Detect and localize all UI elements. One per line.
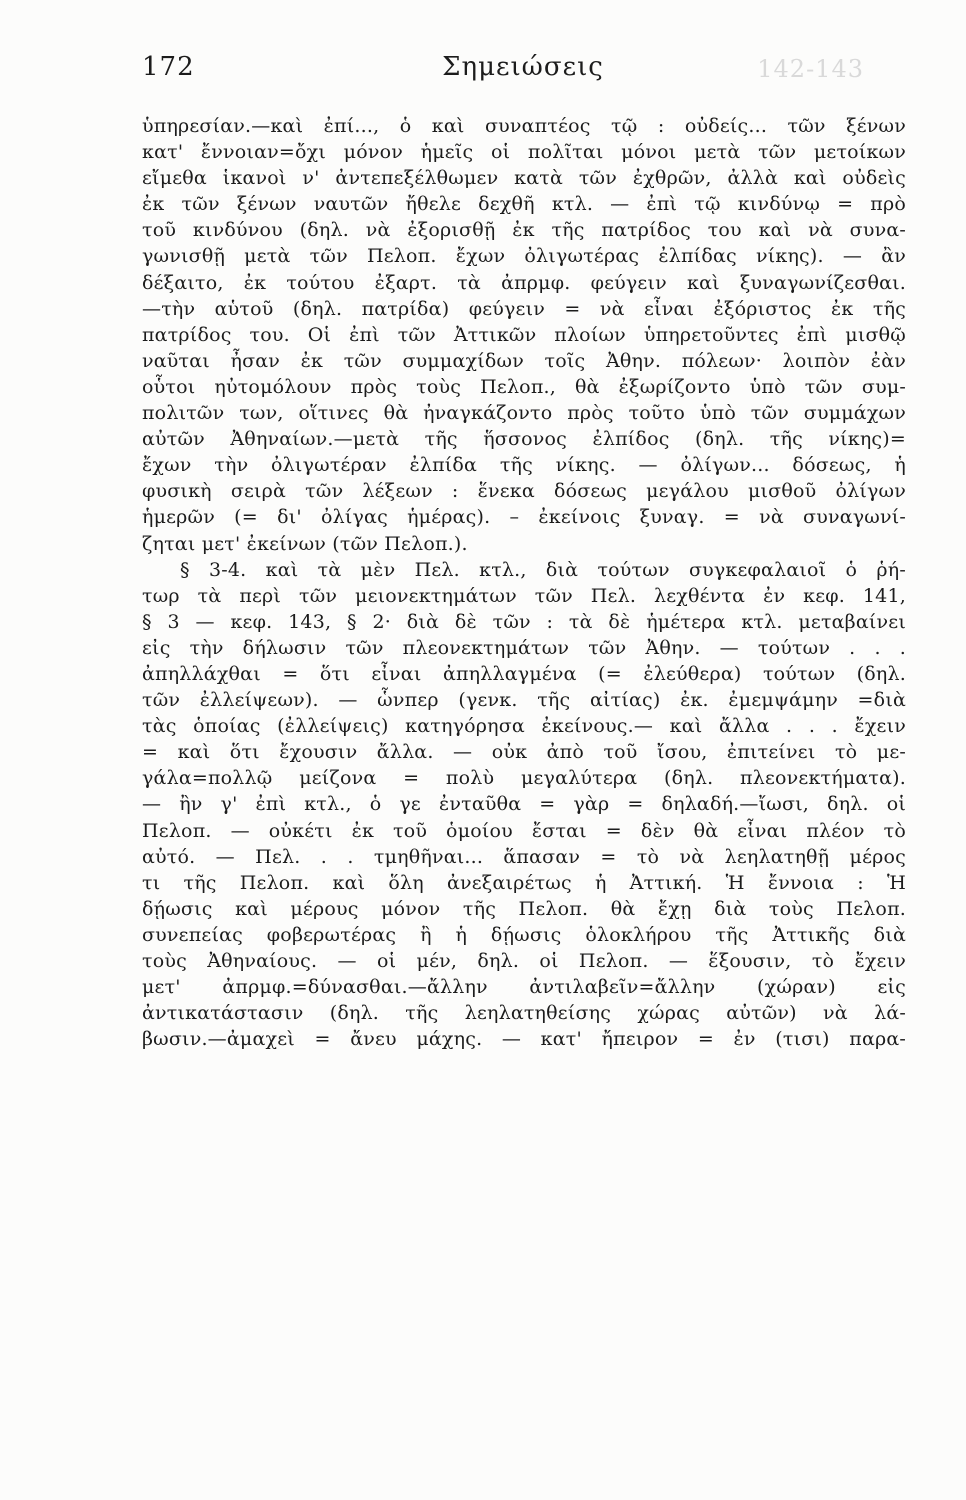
text-line: εἴμεθα ἱκανοὶ ν' ἀντεπεξέλθωμεν κατὰ τῶν ἐχθρῶν, ἀλλὰ καὶ οὐδεὶς — [142, 167, 906, 190]
text-line: —τὴν αὑτοῦ (δηλ. πατρίδα) φεύγειν = νὰ εἶναι ἐξόριστος ἐκ τῆς — [142, 297, 906, 320]
page-header-title: Σημειώσεις — [442, 52, 604, 82]
text-line: οὗτοι ηὐτομόλουν πρὸς τοὺς Πελοπ., θὰ ἐξωρίζοντο ὑπὸ τῶν συμ- — [142, 375, 906, 398]
text-line: μετ' ἀπρμφ.=δύνασθαι.—ἄλλην ἀντιλαβεῖν=ἄλλην (χώραν) εἰς — [142, 976, 906, 999]
text-line: ἀπηλλάχθαι = ὅτι εἶναι ἀπηλλαγμένα (= ἐλεύθερα) τούτων (δηλ. — [142, 662, 906, 685]
text-line: § 3 — κεφ. 143, § 2· διὰ δὲ τῶν : τὰ δὲ ἡμέτερα κτλ. μεταβαίνει — [142, 610, 906, 633]
running-head — [142, 52, 904, 92]
text-line: — ἢν γ' ἐπὶ κτλ., ὁ γε ἐνταῦθα = γὰρ = δηλαδή.—ἴωσι, δηλ. οἱ — [142, 793, 906, 816]
text-line: ζηται μετ' ἐκείνων (τῶν Πελοπ.). — [142, 532, 468, 555]
text-line: ναῦται ἦσαν ἐκ τῶν συμμαχίδων τοῖς Ἀθην. πόλεων· λοιπὸν ἐὰν — [142, 349, 906, 372]
text-line: πατρίδος του. Οἱ ἐπὶ τῶν Ἀττικῶν πλοίων ὑπηρετοῦντες ἐπὶ μισθῷ — [142, 323, 906, 346]
text-line: γάλα=πολλῷ μείζονα = πολὺ μεγαλύτερα (δηλ. πλεονεκτήματα). — [142, 767, 906, 790]
text-line: ὑπηρεσίαν.—καὶ ἐπί..., ὁ καὶ συναπτέος τῷ : οὐδείς... τῶν ξένων — [142, 115, 906, 137]
text-line: συνεπείας φοβερωτέρας ἢ ἡ δῄωσις ὁλοκλήρου τῆς Ἀττικῆς διὰ — [142, 923, 906, 946]
text-line: τοὺς Ἀθηναίους. — οἱ μέν, δηλ. οἱ Πελοπ. — ἕξουσιν, τὸ ἔχειν — [142, 950, 906, 972]
text-line: δῄωσις καὶ μέρους μόνον τῆς Πελοπ. θὰ ἔχῃ διὰ τοὺς Πελοπ. — [142, 897, 906, 920]
text-line: βωσιν.—ἀμαχεὶ = ἄνευ μάχης. — κατ' ἤπειρον = ἐν (τισι) παρα- — [142, 1028, 906, 1051]
text-line: κατ' ἔννοιαν=ὄχι μόνον ἡμεῖς οἱ πολῖται μόνοι μετὰ τῶν μετοίκων — [142, 141, 906, 164]
text-line: τῶν ἐλλείψεων). — ὧνπερ (γενκ. τῆς αἰτίας) ἐκ. ἐμεμψάμην =διὰ — [142, 689, 906, 712]
text-line: δέξαιτο, ἐκ τούτου ἐξαρτ. τὰ ἀπρμφ. φεύγειν καὶ ξυναγωνίζεσθαι. — [142, 271, 906, 294]
text-line: γωνισθῇ μετὰ τῶν Πελοπ. ἔχων ὀλιγωτέρας ἐλπίδας νίκης). — ἂν — [142, 245, 906, 268]
text-line: αὐτό. — Πελ. . . τμηθῆναι... ἅπασαν = τὸ νὰ λεηλατηθῇ μέρος — [142, 845, 906, 868]
text-line: τι τῆς Πελοπ. καὶ ὅλη ἀνεξαιρέτως ἡ Ἀττική. Ἡ ἔννοια : Ἡ — [142, 871, 906, 894]
text-line: ἐκ τῶν ξένων ναυτῶν ἤθελε δεχθῆ κτλ. — ἐπὶ τῷ κινδύνῳ = πρὸ — [142, 193, 906, 216]
text-line: τωρ τὰ περὶ τῶν μειονεκτημάτων τῶν Πελ. λεχθέντα ἐν κεφ. 141, — [142, 584, 906, 607]
commentary-text — [142, 113, 906, 1052]
text-line: ἡμερῶν (= δι' ὀλίγας ἡμέρας). – ἐκείνοις ξυναγ. = νὰ συναγωνί- — [142, 506, 906, 529]
text-line: ἔχων τὴν ὀλιγωτέραν ἐλπίδα τῆς νίκης. — ὀλίγων... δόσεως, ἡ — [142, 454, 906, 477]
text-line: αὐτῶν Ἀθηναίων.—μετὰ τῆς ἥσσονος ἐλπίδος (δηλ. τῆς νίκης)= — [142, 428, 906, 451]
text-line: τὰς ὁποίας (ἐλλείψεις) κατηγόρησα ἐκείνους.— καὶ ἄλλα . . . ἔχειν — [142, 715, 906, 738]
text-line: = καὶ ὅτι ἔχουσιν ἄλλα. — οὐκ ἀπὸ τοῦ ἴσου, ἐπιτείνει τὸ με- — [142, 741, 906, 764]
text-line: ἀντικατάστασιν (δηλ. τῆς λεηλατηθείσης χώρας αὐτῶν) νὰ λά- — [142, 1002, 906, 1025]
text-line: εἰς τὴν δήλωσιν τῶν πλεονεκτημάτων τῶν Ἀθην. — τούτων . . . — [142, 636, 906, 659]
section-start-line: § 3-4. καὶ τὰ μὲν Πελ. κτλ., διὰ τούτων συγκεφαλαιοῖ ὁ ῥή- — [180, 558, 906, 581]
text-line: τοῦ κινδύνου (δηλ. νὰ ἐξορισθῇ ἐκ τῆς πατρίδος του καὶ νὰ συνα- — [142, 219, 906, 242]
text-line: πολιτῶν των, οἵτινες θὰ ἠναγκάζοντο πρὸς τοῦτο ὑπὸ τῶν συμμάχων — [142, 402, 906, 425]
text-line: Πελοπ. — οὐκέτι ἐκ τοῦ ὁμοίου ἔσται = δὲν θὰ εἶναι πλέον τὸ — [142, 819, 906, 842]
text-line: φυσικὴ σειρὰ τῶν λέξεων : ἕνεκα δόσεως μεγάλου μισθοῦ ὀλίγων — [142, 480, 906, 503]
page-number: 172 — [142, 52, 195, 82]
bleed-through-text: 142-143 — [757, 55, 864, 83]
